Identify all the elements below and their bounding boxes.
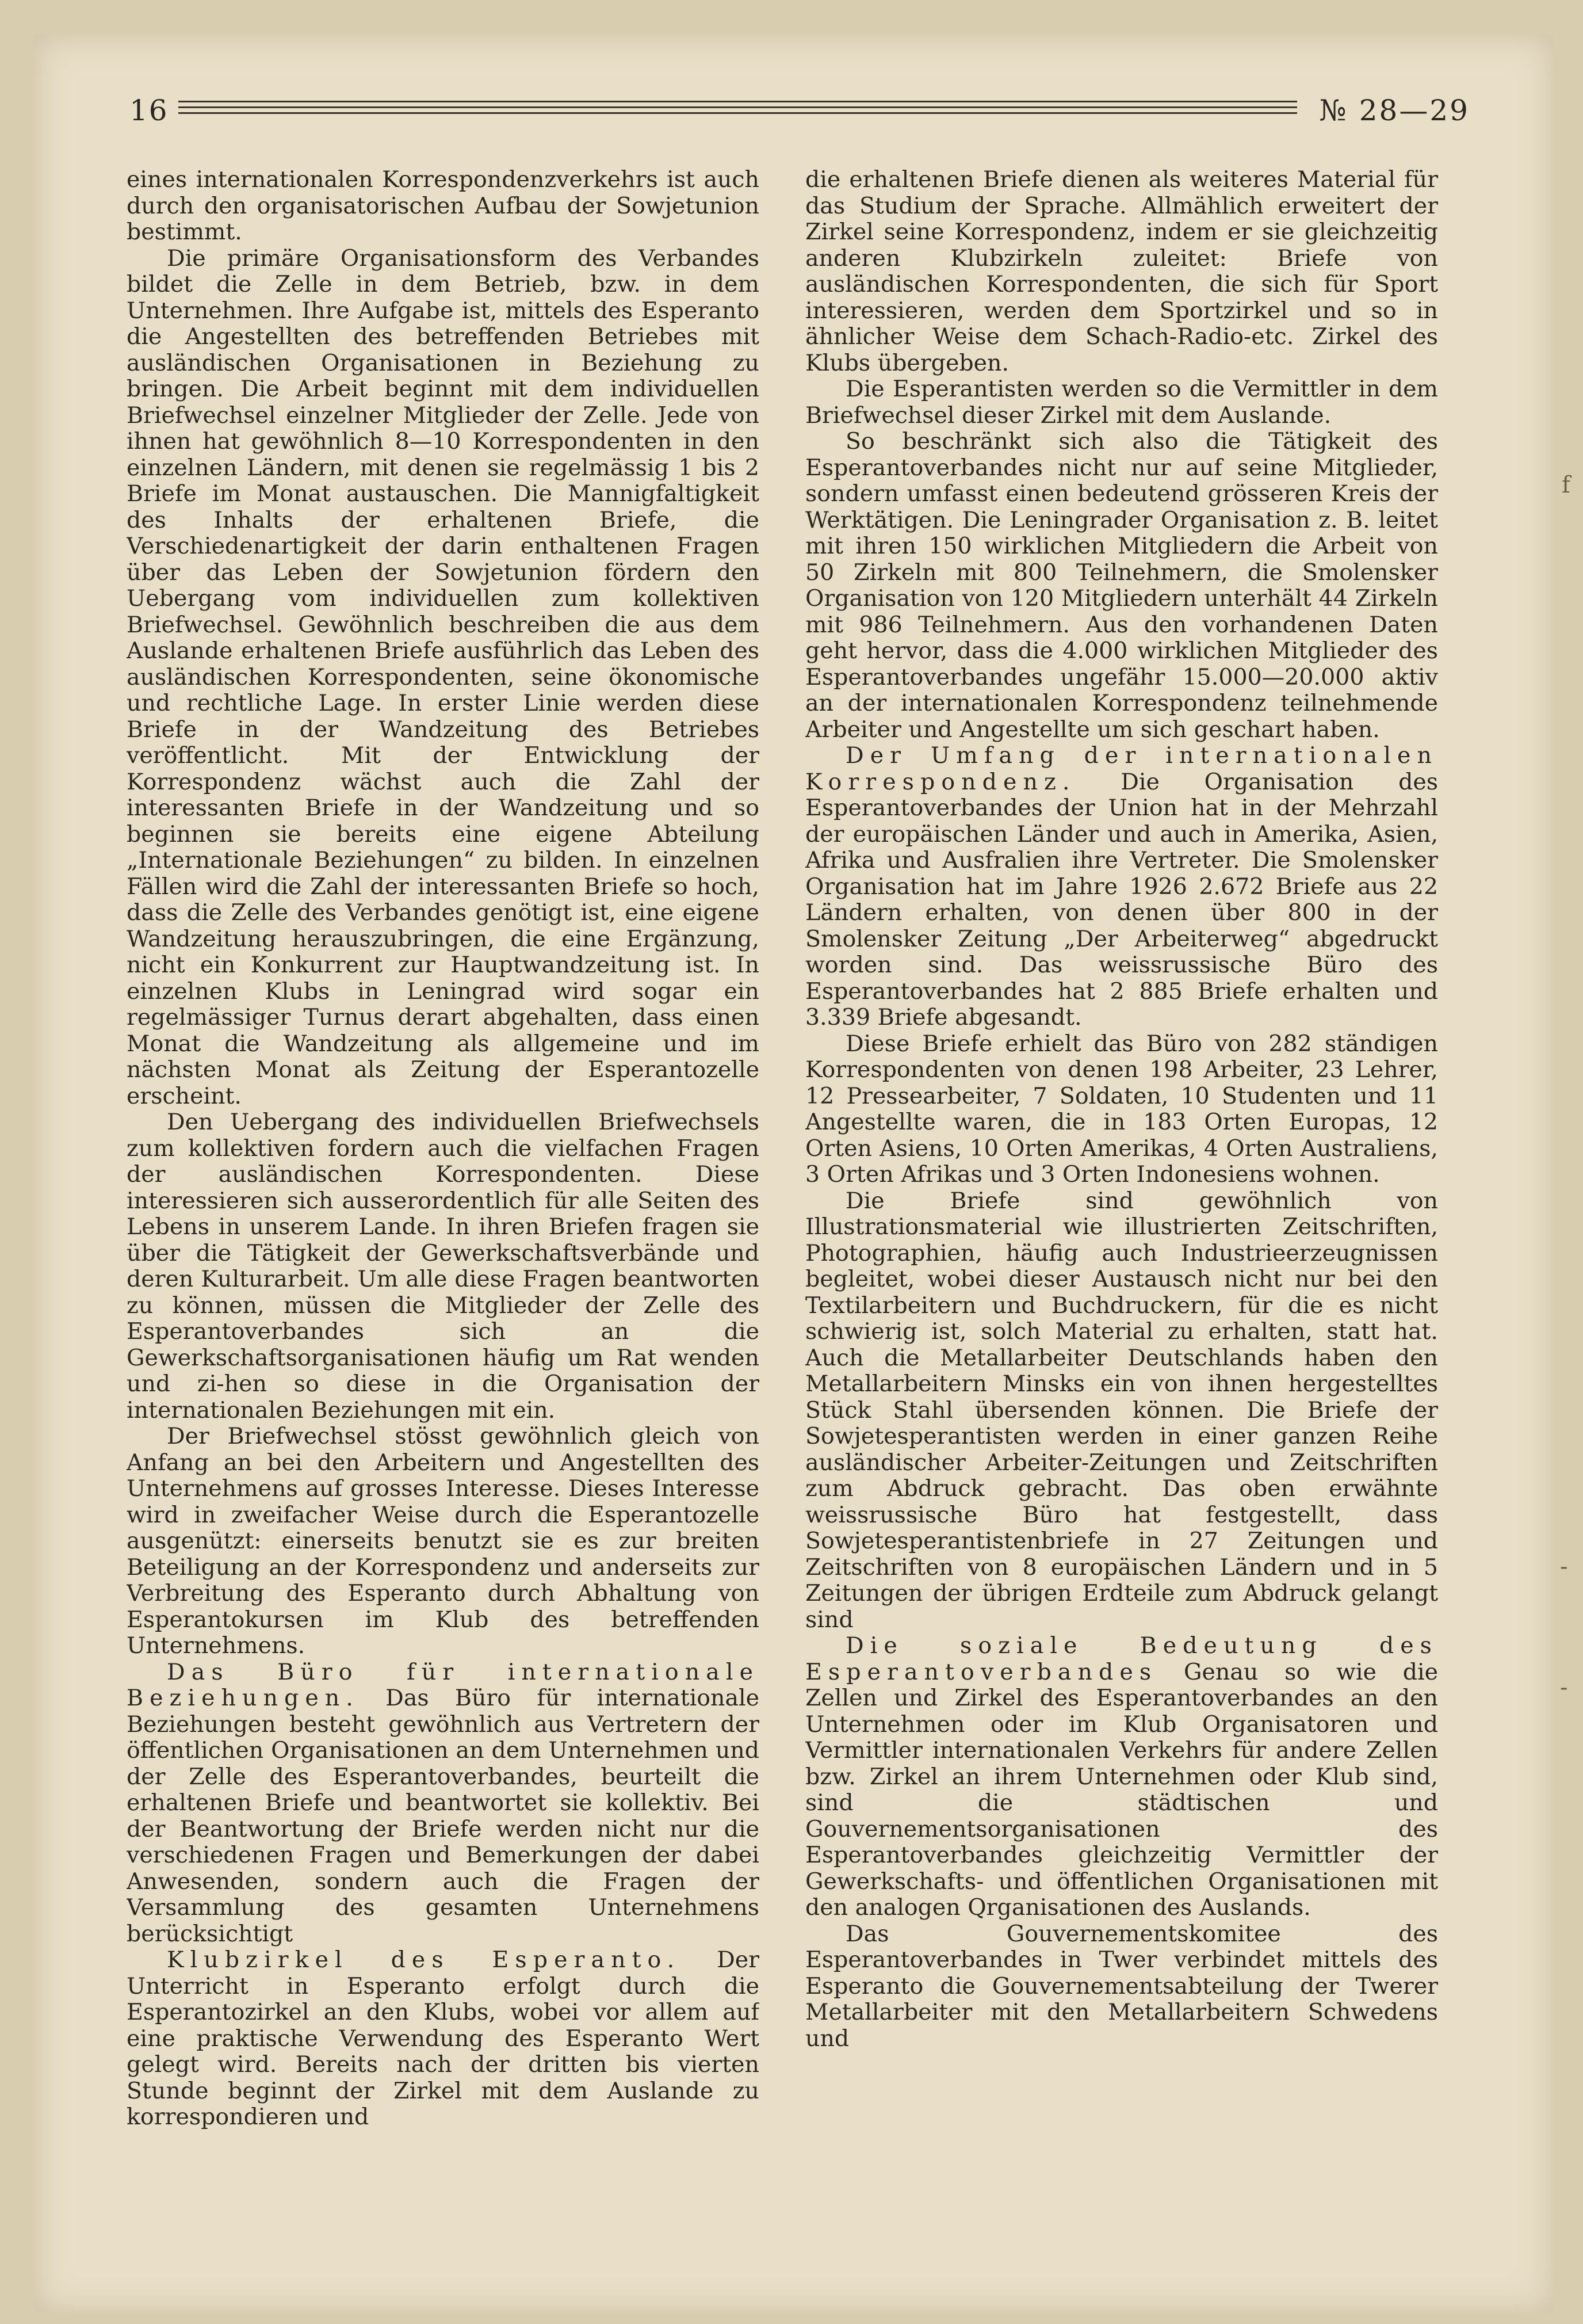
margin-mark: f (1562, 472, 1570, 498)
paragraph-text: Die Organisation des Esperantoverbandes der Union hat in der Mehrzahl der europäischen Länder und auch in Amerika, Asien, Afrika und Ausfralien ihre Vertreter. Die Smolensker Organisation hat im Jahre 1926 2.672 Briefe aus 22 Ländern erhalten, von denen über 800 in der Smolensker Zeitung „Der Arbeiterweg“ abgedruckt worden sind. Das weissrussische Büro des Esperantoverbandes hat 2 885 Briefe erhalten und 3.339 Briefe abgesandt. (805, 768, 1438, 1031)
margin-mark: - (1560, 1554, 1568, 1580)
section-heading: Die soziale Bedeutung des Esperantoverbandes (805, 1632, 1438, 1685)
section-heading: Der Umfang der internationalen Korrespondenz. (805, 742, 1438, 795)
paragraph (127, 1947, 759, 2131)
paragraph: Die primäre Organisationsform des Verbandes bildet die Zelle in dem Betrieb, bzw. in dem Unternehmen. Ihre Aufgabe ist, mittels des Esperanto die Angestellten des betreffenden Betriebes mit ausländischen Organisationen in Beziehung zu bringen. Die Arbeit beginnt mit dem individuellen Briefwechsel einzelner Mitglieder der Zelle. Jede von ihnen hat gewöhnlich 8—10 Korrespondenten in den einzelnen Ländern, mit denen sie regelmässig 1 bis 2 Briefe im Monat austauschen. Die Mannigfaltigkeit des Inhalts der erhaltenen Briefe, die Verschiedenartigkeit der darin enthaltenen Fragen über das Leben der Sowjetunion fördern den Uebergang vom individuellen zum kollektiven Briefwechsel. Gewöhnlich beschreiben die aus dem Auslande erhaltenen Briefe ausführlich das Leben des ausländischen Korrespondenten, seine ökonomische und rechtliche Lage. In erster Linie werden diese Briefe in der Wandzeitung des Betriebes veröffentlicht. Mit der Entwicklung der Korrespondenz wächst auch die Zahl der interessanten Briefe in der Wandzeitung und so beginnen sie bereits eine eigene Abteilung „Internationale Beziehungen“ zu bilden. In einzelnen Fällen wird die Zahl der interessanten Briefe so hoch, dass die Zelle des Verbandes genötigt ist, eine eigene Wandzeitung herauszubringen, die eine Ergänzung, nicht ein Konkurrent zur Hauptwandzeitung ist. In einzelnen Klubs in Leningrad wird sogar ein regelmässiger Turnus derart abgehalten, dass einen Monat die Wandzeitung als allgemeine und im nächsten Monat als Zeitung der Esperantozelle erscheint. (127, 245, 759, 1109)
paragraph: Das Gouvernementskomitee des Esperantoverbandes in Twer verbindet mittels des Esperanto die Gouvernementsabteilung der Twerer Metallarbeiter mit den Metallarbeitern Schwedens und (805, 1920, 1438, 2052)
paragraph-text: Genau so wie die Zellen und Zirkel des Esperantoverbandes an den Unternehmen oder im Klub Organisatoren und Vermittler internationalen Verkehrs für andere Zellen bzw. Zirkel an ihrem Unternehmen oder Klub sind, sind die städtischen und Gouvernementsorganisationen des Esperantoverbandes gleichzeitig Vermittler der Gewerkschafts- und öffentlichen Organisationen mit den analogen Qrganisationen des Auslands. (805, 1658, 1438, 1921)
page-header (129, 94, 1470, 134)
paragraph (127, 1659, 759, 1948)
paragraph: eines internationalen Korrespondenzverkehrs ist auch durch den organisatorischen Aufbau der Sowjetunion bestimmt. (127, 167, 759, 245)
header-rule (178, 112, 1297, 114)
paragraph: Der Briefwechsel stösst gewöhnlich gleich von Anfang an bei den Arbeitern und Angestellten des Unternehmens auf grosses Interesse. Dieses Interesse wird in zweifacher Weise durch die Esperantozelle ausgenützt: einerseits benutzt sie es zur breiten Beteiligung an der Korrespondenz und anderseits zur Verbreitung des Esperanto durch Abhaltung von Esperantokursen im Klub des betreffenden Unternehmens. (127, 1423, 759, 1659)
margin-mark: - (1560, 1674, 1568, 1701)
right-column (805, 167, 1438, 2192)
header-rule (178, 101, 1297, 102)
paragraph: die erhaltenen Briefe dienen als weiteres Material für das Studium der Sprache. Allmählich erweitert der Zirkel seine Korrespondenz, indem er sie gleichzeitig anderen Klubzirkeln zuleitet: Briefe von ausländischen Korrespondenten, die sich für Sport interessieren, werden dem Sportzirkel und so in ähnlicher Weise dem Schach-Radio-etc. Zirkel des Klubs übergeben. (805, 167, 1438, 376)
paragraph-text: Das Büro für internationale Beziehungen besteht gewöhnlich aus Vertretern der öffentlichen Organisationen an dem Unternehmen und der Zelle des Esperantoverbandes, beurteilt die erhaltenen Briefe und beantwortet sie kollektiv. Bei der Beantwortung der Briefe werden nicht nur die verschiedenen Fragen und Bemerkungen der dabei Anwesenden, sondern auch die Fragen der Versammlung des gesamten Unternehmens berücksichtigt (127, 1685, 759, 1947)
section-heading: Klubzirkel des Esperanto. (167, 1947, 681, 1973)
paragraph: Den Uebergang des individuellen Briefwechsels zum kollektiven fordern auch die vielfachen Fragen der ausländischen Korrespondenten. Diese interessieren sich ausserordentlich für alle Seiten des Lebens in unserem Lande. In ihren Briefen fragen sie über die Tätigkeit der Gewerkschaftsverbände und deren Kulturarbeit. Um alle diese Fragen beantworten zu können, müssen die Mitglieder der Zelle des Esperantoverbandes sich an die Gewerkschaftsorganisationen häufig um Rat wenden und zi-hen so diese in die Organisation der internationalen Beziehungen mit ein. (127, 1109, 759, 1424)
paragraph (805, 743, 1438, 1031)
page-number: 16 (129, 94, 169, 127)
paragraph: Diese Briefe erhielt das Büro von 282 ständigen Korrespondenten von denen 198 Arbeiter, 23 Lehrer, 12 Pressearbeiter, 7 Soldaten, 10 Studenten und 11 Angestellte waren, die in 183 Orten Europas, 12 Orten Asiens, 10 Orten Amerikas, 4 Orten Australiens, 3 Orten Afrikas und 3 Orten Indonesiens wohnen. (805, 1030, 1438, 1188)
issue-number: № 28—29 (1319, 94, 1470, 127)
paragraph: So beschränkt sich also die Tätigkeit des Esperantoverbandes nicht nur auf seine Mitglieder, sondern umfasst einen bedeutend grösseren Kreis der Werktätigen. Die Leningrader Organisation z. B. leitet mit ihren 150 wirklichen Mitgliedern die Arbeit von 50 Zirkeln mit 800 Teilnehmern, die Smolensker Organisation von 120 Mitgliedern unterhält 44 Zirkeln mit 986 Teilnehmern. Aus den vorhandenen Daten geht hervor, dass die 4.000 wirklichen Mitglieder des Esperantoverbandes ungefähr 15.000—20.000 aktiv an der internationalen Korrespondenz teilnehmende Arbeiter und Angestellte um sich geschart haben. (805, 428, 1438, 743)
paragraph (805, 1633, 1438, 1921)
paragraph: Die Briefe sind gewöhnlich von Illustrationsmaterial wie illustrierten Zeitschriften, Photographien, häufig auch Industrieerzeugnissen begleitet, wobei dieser Austausch nicht nur bei den Textilarbeitern und Buchdruckern, für die es nicht schwierig ist, solch Material zu erhalten, statt hat. Auch die Metallarbeiter Deutschlands haben den Metallarbeitern Minsks ein von ihnen hergestelltes Stück Stahl übersenden können. Die Briefe der Sowjetesperantisten werden in einer ganzen Reihe ausländischer Arbeiter-Zeitungen und Zeitschriften zum Abdruck gebracht. Das oben erwähnte weissrussische Büro hat festgestellt, dass Sowjetesperantistenbriefe in 27 Zeitungen und Zeitschriften von 8 europäischen Ländern und in 5 Zeitungen der übrigen Erdteile zum Abdruck gelangt sind (805, 1187, 1438, 1633)
left-column (127, 167, 759, 2192)
section-heading: Das Büro für internationale Beziehungen. (127, 1658, 759, 1711)
header-rule (178, 106, 1297, 108)
paragraph-text: Der Unterricht in Esperanto erfolgt durch die Esperantozirkel an den Klubs, wobei vor allem auf eine praktische Verwendung des Esperanto Wert gelegt wird. Bereits nach der dritten bis vierten Stunde beginnt der Zirkel mit dem Auslande zu korrespondieren und (127, 1947, 759, 2130)
paragraph: Die Esperantisten werden so die Vermittler in dem Briefwechsel dieser Zirkel mit dem Auslande. (805, 376, 1438, 429)
